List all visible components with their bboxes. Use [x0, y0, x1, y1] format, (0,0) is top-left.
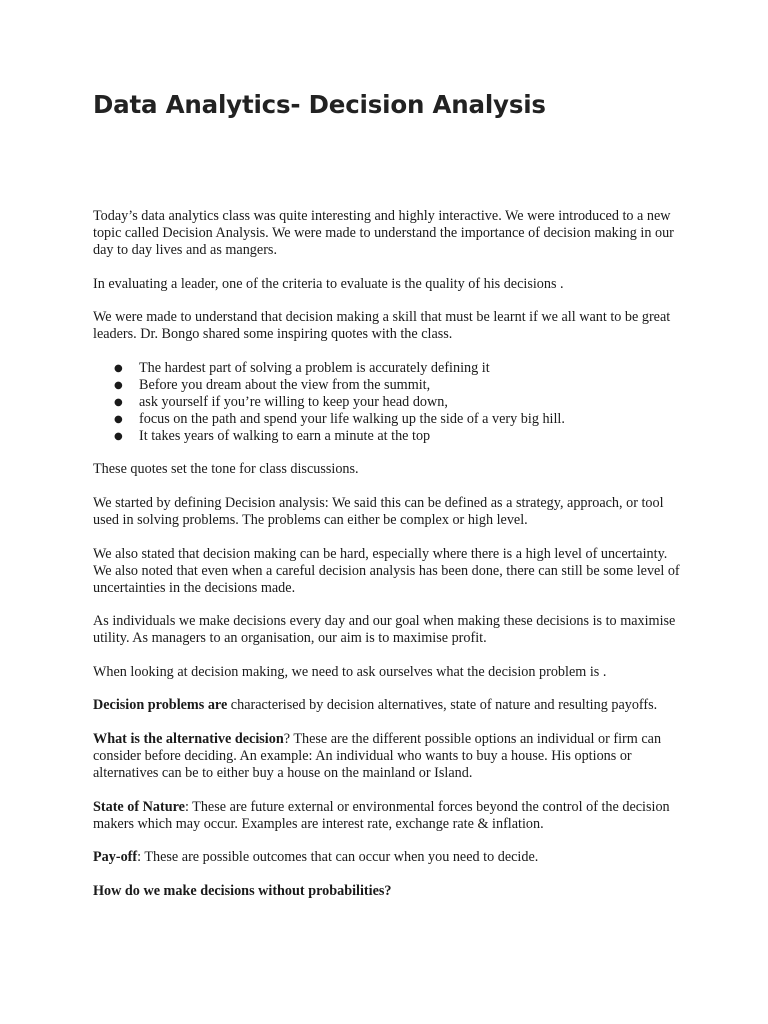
quote-text: ask yourself if you’re willing to keep your head down,: [139, 393, 448, 410]
quote-item: [93, 360, 683, 377]
quotes-list: [93, 360, 683, 445]
bullet-icon: ●: [114, 413, 123, 425]
document-body: [93, 208, 683, 916]
alternative-decision-text: ? These are the different possible options an individual or firm can consider before deciding. An example: An individual who wants to buy a house. His options or alternatives can be to either buy a house on the mainland or Island.: [93, 730, 662, 781]
state-of-nature-paragraph: [93, 799, 683, 833]
utility-paragraph: As individuals we make decisions every day and our goal when making these decisions is to maximise utility. As managers to an organisation, our aim is to maximise profit.: [93, 613, 676, 647]
section-heading: [93, 883, 683, 900]
quote-text: focus on the path and spend your life walking up the side of a very big hill.: [139, 410, 565, 427]
quote-item: [93, 394, 683, 411]
pay-off-text: : These are possible outcomes that can occur when you need to decide.: [137, 849, 539, 866]
bullet-icon: ●: [114, 430, 123, 442]
decision-problems-text: characterised by decision alternatives, state of nature and resulting payoffs.: [227, 697, 658, 714]
document-title: Data Analytics- Decision Analysis: [93, 90, 546, 119]
alternative-decision-paragraph: [93, 731, 683, 782]
quote-text: It takes years of walking to earn a minute at the top: [139, 427, 431, 444]
decision-problems-term: Decision problems are: [93, 697, 228, 714]
decision-problems-paragraph: [93, 697, 683, 714]
pay-off-term: Pay-off: [93, 849, 138, 866]
quote-text: Before you dream about the view from the summit,: [139, 376, 431, 393]
bullet-icon: ●: [114, 379, 123, 391]
pay-off-paragraph: [93, 849, 683, 866]
bullet-icon: ●: [114, 396, 123, 408]
quote-text: The hardest part of solving a problem is accurately defining it: [139, 359, 490, 376]
bullet-icon: ●: [114, 362, 123, 374]
decision-problem-paragraph: When looking at decision making, we need to ask ourselves what the decision problem is .: [93, 663, 607, 680]
definition-paragraph: We started by defining Decision analysis: We said this can be defined as a strategy, approach, or tool used in solving problems. The problems can either be complex or high level.: [93, 494, 664, 528]
quote-item: [93, 377, 683, 394]
intro-paragraph: Today’s data analytics class was quite interesting and highly interactive. We were introduced to a new topic called Decision Analysis. We were made to understand the importance of decision making in our day to day lives and as mangers.: [93, 208, 674, 258]
quotes-intro-paragraph: We were made to understand that decision making a skill that must be learnt if we all want to be great leaders. Dr. Bongo shared some inspiring quotes with the class.: [93, 309, 671, 343]
quote-item: [93, 428, 683, 445]
final-heading: How do we make decisions without probabilities?: [93, 882, 392, 899]
quote-item: [93, 411, 683, 428]
leader-criteria-paragraph: In evaluating a leader, one of the criteria to evaluate is the quality of his decisions .: [93, 275, 564, 292]
state-of-nature-term: State of Nature: [93, 798, 185, 815]
alternative-decision-term: What is the alternative decision: [93, 730, 284, 747]
quotes-tone-paragraph: These quotes set the tone for class discussions.: [93, 461, 359, 478]
state-of-nature-text: : These are future external or environmental forces beyond the control of the decision makers which may occur. Examples are interest rate, exchange rate & inflation.: [93, 798, 670, 832]
uncertainty-paragraph: We also stated that decision making can be hard, especially where there is a high level of uncertainty. We also noted that even when a careful decision analysis has been done, there can still be some level of uncertainties in the decisions made.: [93, 545, 680, 596]
